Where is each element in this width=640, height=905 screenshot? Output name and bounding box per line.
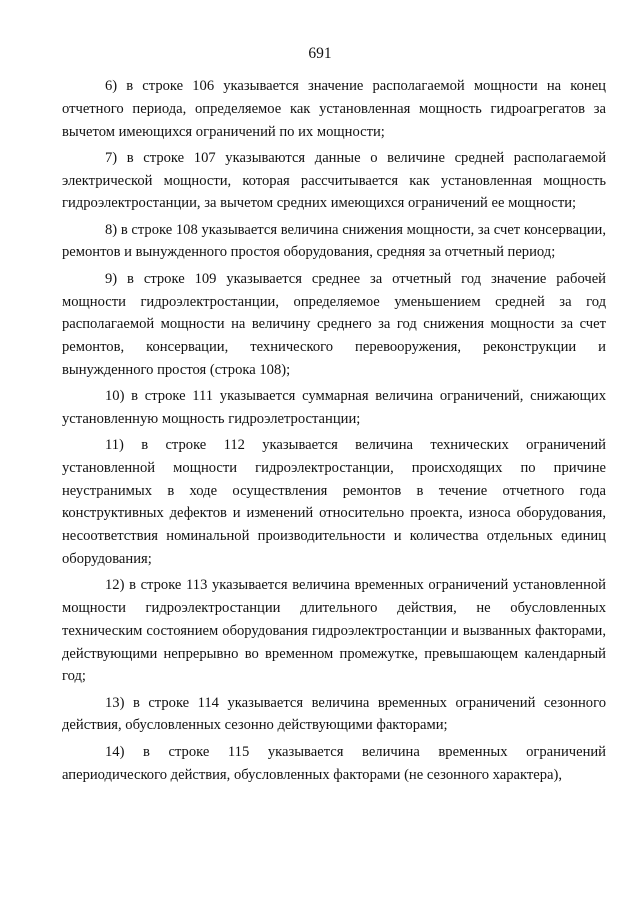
page-number: 691 — [308, 45, 332, 62]
paragraph-item-9: 9) в строке 109 указывается среднее за отчетный год значение рабочей мощности гидроэлектростанции, определяемое уменьшением средней за год располагаемой мощности на величину среднего за год снижения мощности за счет ремонтов, консервации, технического перевооружения, реконструкции и вынужденного простоя (строка 108); — [62, 270, 606, 378]
paragraph-item-10: 10) в строке 111 указывается суммарная величина ограничений, снижающих установленную мощность гидроэлетростанции; — [62, 388, 606, 427]
paragraph-item-7: 7) в строке 107 указываются данные о величине средней располагаемой электрической мощности, которая рассчитывается как установленная мощность гидроэлектростанции, за вычетом средних имеющихся ограничений ее мощности; — [62, 149, 606, 212]
paragraph-item-6: 6) в строке 106 указывается значение располагаемой мощности на конец отчетного периода, определяемое как установленная мощность гидроагрегатов за вычетом имеющихся ограничений по их мощности; — [62, 78, 606, 140]
paragraph-item-14: 14) в строке 115 указывается величина временных ограничений апериодического действия, обусловленных факторами (не сезонного характера), — [62, 743, 606, 783]
document-body — [62, 75, 606, 790]
paragraph-item-12: 12) в строке 113 указывается величина временных ограничений установленной мощности гидроэлектростанции длительного действия, не обусловленных техническим состоянием оборудования гидроэлектростанции и вызванных факторами, действующими непрерывно во временном промежутке, превышающем календарный год; — [62, 577, 606, 685]
paragraph-item-11: 11) в строке 112 указывается величина технических ограничений установленной мощности гидроэлектростанции, происходящих по причине неустранимых в ходе осуществления ремонтов в течение отчетного года конструктивных дефектов и изменений относительно проекта, износа оборудования, несоответствия номинальной производительности и количества отдельных единиц оборудования; — [62, 437, 606, 567]
paragraph-item-8: 8) в строке 108 указывается величина снижения мощности, за счет консервации, ремонтов и вынужденного простоя оборудования, средняя за отчетный период; — [62, 221, 606, 261]
paragraph-item-13: 13) в строке 114 указывается величина временных ограничений сезонного действия, обусловленных сезонно действующими факторами; — [62, 694, 606, 734]
